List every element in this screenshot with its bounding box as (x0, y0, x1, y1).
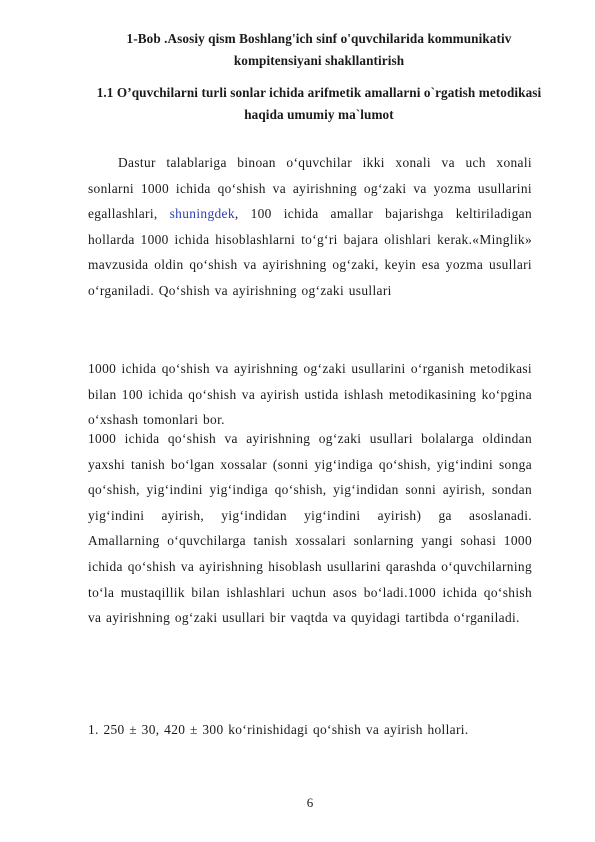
paragraph-3: 1000 ichida qo‘shish va ayirishning og‘zaki usullari bolalarga oldindan yaxshi tanish bo‘lgan xossalar (sonni yig‘indiga qo‘shish, yig‘indini songa qo‘shish, yig‘indini yig‘indiga qo‘shish, yig‘indidan sonni ayirish, sondan yig‘indini ayirish, yig‘indidan yig‘indini ayirish) ga asoslanadi. Amallarning o‘quvchilarga tanish xossalari sonlarning yangi sohasi 1000 ichida qo‘shish va ayirishning hisoblash usullarini qarashda o‘quvchilarning to‘la mustaqillik bilan ishlashlari uchun asos bo‘ladi.1000 ichida qo‘shish va ayirishning og‘zaki usullari bir vaqtda va quyidagi tartibda o‘rganiladi. (88, 431, 532, 626)
paragraph-1-text-start: Dastur talablariga binoan o‘quvchilar ikki xonali va uch xonali sonlarni 1000 ichida qo‘shish va ayirishning og‘zaki va yozma usullarini egallashlari, (88, 155, 532, 222)
list-item-1: 1. 250 ± 30, 420 ± 300 ko‘rinishidagi qo‘shish va ayirish hollari. (88, 722, 469, 737)
section-heading: 1.1 O’quvchilarni turli sonlar ichida arifmetik amallarni o`rgatish metodikasi haqida umumiy ma`lumot (96, 85, 542, 122)
page-number: 6 (306, 795, 314, 810)
shuningdek-link[interactable]: shuningdek (169, 206, 235, 222)
paragraph-2: 1000 ichida qo‘shish va ayirishning og‘zaki usullarini o‘rganish metodikasi bilan 100 ichida qo‘shish va ayirish ustida ishlash metodikasining ko‘pgina o‘xshash tomonlari bor. (88, 361, 532, 428)
chapter-heading: 1-Bob .Asosiy qism Boshlang'ich sinf o'quvchilarida kommunikativ kompitensiyani shakllantirish (126, 31, 512, 68)
paragraph-1 (88, 150, 532, 304)
paragraph-1-text-end: , 100 ichida amallar bajarishga keltiriladigan hollarda 1000 ichida hisoblashlarni to‘g‘ri bajara olishlari kerak.«Minglik» mavzusida oldin qo‘shish va ayirishning og‘zaki, keyin esa yozma usullari o‘rganiladi. Qo‘shish va ayirishning og‘zaki usullari (88, 206, 532, 298)
